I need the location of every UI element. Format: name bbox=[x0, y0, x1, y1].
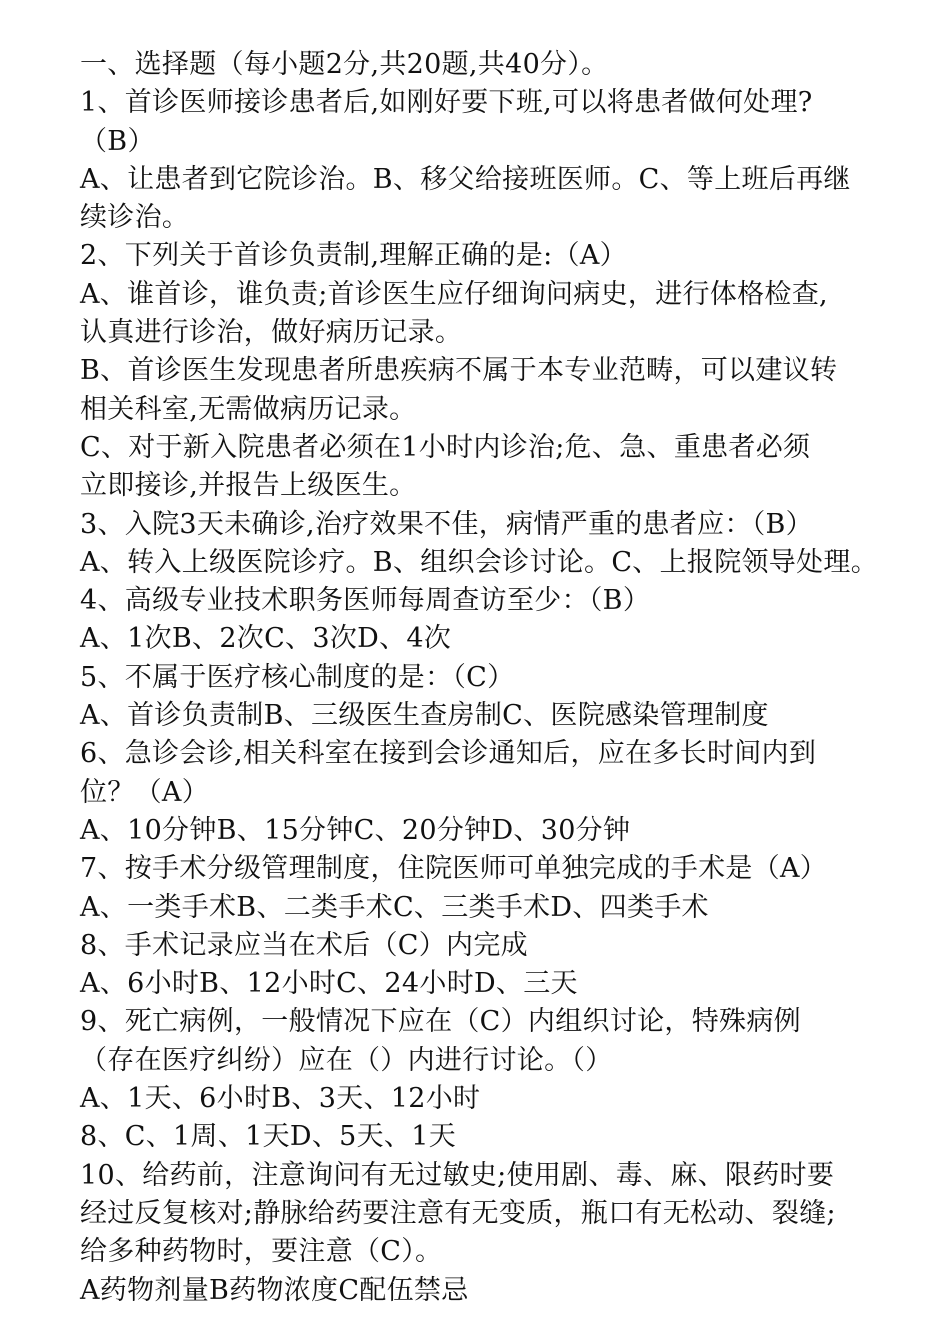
question-6-text: 6、急诊会诊,相关科室在接到会诊通知后，应在多长时间内到 bbox=[80, 738, 817, 770]
question-9-text-cont: （存在医疗纠纷）应在（）内进行讨论。（） bbox=[80, 1044, 613, 1076]
question-8-options: A、6小时B、12小时C、24小时D、三天 bbox=[80, 968, 578, 1000]
question-2-option-b: B、首诊医生发现患者所患疾病不属于本专业范畴，可以建议转 bbox=[80, 355, 838, 387]
question-10-text-cont: 经过反复核对;静脉给药要注意有无变质，瓶口有无松动、裂缝; bbox=[80, 1197, 836, 1229]
question-2-option-a-cont: 认真进行诊治，做好病历记录。 bbox=[80, 317, 463, 349]
question-2-option-c: C、对于新入院患者必须在1小时内诊治;危、急、重患者必须 bbox=[80, 431, 811, 463]
question-3-options: A、转入上级医院诊疗。B、组织会诊讨论。C、上报院领导处理。 bbox=[80, 546, 878, 578]
question-8-text: 8、手术记录应当在术后（C）内完成 bbox=[80, 929, 528, 961]
question-4-options: A、1次B、2次C、3次D、4次 bbox=[80, 623, 452, 655]
question-7-text: 7、按手术分级管理制度，住院医师可单独完成的手术是（A） bbox=[80, 853, 828, 885]
question-1-options: A、让患者到它院诊治。B、移父给接班医师。C、等上班后再继 bbox=[80, 163, 851, 195]
question-1-options-cont: 续诊治。 bbox=[80, 202, 190, 234]
question-6-text-cont: 位？（A） bbox=[80, 776, 209, 808]
question-5-text: 5、不属于医疗核心制度的是：（C） bbox=[80, 661, 515, 693]
question-2-option-a: A、谁首诊，谁负责;首诊医生应仔细询问病史，进行体格检查, bbox=[80, 278, 828, 310]
question-1-text: 1、首诊医师接诊患者后,如刚好要下班,可以将患者做何处理? bbox=[80, 87, 813, 119]
question-10-text-end: 给多种药物时，要注意（C）。 bbox=[80, 1236, 443, 1268]
question-10-text: 10、给药前，注意询问有无过敏史;使用剧、毒、麻、限药时要 bbox=[80, 1159, 835, 1191]
question-7-options: A、一类手术B、二类手术C、三类手术D、四类手术 bbox=[80, 891, 709, 923]
question-2-text: 2、下列关于首诊负责制,理解正确的是:（A） bbox=[80, 240, 627, 272]
question-9-text: 9、死亡病例，一般情况下应在（C）内组织讨论，特殊病例 bbox=[80, 1006, 801, 1038]
question-1-answer: （B） bbox=[80, 125, 155, 157]
question-2-option-b-cont: 相关科室,无需做病历记录。 bbox=[80, 393, 417, 425]
document-page bbox=[80, 46, 930, 1310]
question-2-option-c-cont: 立即接诊,并报告上级医生。 bbox=[80, 470, 417, 502]
question-10-options: A药物剂量B药物浓度C配伍禁忌 bbox=[80, 1274, 469, 1306]
question-6-options: A、10分钟B、15分钟C、20分钟D、30分钟 bbox=[80, 814, 631, 846]
question-5-options: A、首诊负责制B、三级医生查房制C、医院感染管理制度 bbox=[80, 700, 769, 732]
section-heading: 一、选择题（每小题2分,共20题,共40分）。 bbox=[80, 49, 609, 80]
question-9-options-1: A、1天、6小时B、3天、12小时 bbox=[80, 1083, 481, 1115]
question-4-text: 4、高级专业技术职务医师每周查访至少：（B） bbox=[80, 585, 651, 617]
question-9-options-2: 8、C、1周、1天D、5天、1天 bbox=[80, 1121, 456, 1153]
question-3-text: 3、入院3天未确诊,治疗效果不佳，病情严重的患者应：（B） bbox=[80, 508, 813, 540]
